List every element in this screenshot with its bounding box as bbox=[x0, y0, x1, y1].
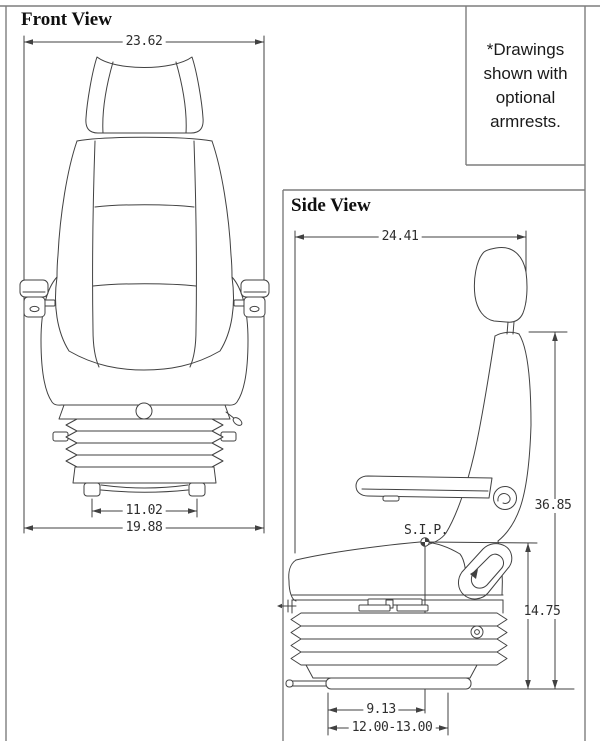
note-line-1: *Drawings bbox=[486, 39, 565, 59]
note-line-3: optional bbox=[495, 87, 556, 107]
side-suspension-bellows bbox=[286, 600, 507, 689]
note-line-2: shown with bbox=[483, 63, 568, 83]
side-headrest bbox=[474, 247, 527, 334]
dim-front-base-width: 19.88 bbox=[123, 521, 166, 535]
front-view-title: Front View bbox=[21, 9, 112, 30]
dim-side-backrest-height: 36.85 bbox=[532, 499, 575, 513]
dim-side-mount-depth-range: 12.00-13.00 bbox=[349, 721, 436, 735]
front-armrest-left bbox=[20, 280, 55, 317]
note-line-4: armrests. bbox=[490, 111, 561, 131]
dim-side-overall-depth: 24.41 bbox=[379, 230, 422, 244]
front-suspension-bellows bbox=[53, 419, 236, 483]
front-backrest bbox=[41, 137, 248, 405]
front-base-feet bbox=[84, 483, 205, 496]
sip-label: S.I.P. bbox=[404, 523, 448, 538]
dim-front-overall-width: 23.62 bbox=[123, 35, 166, 49]
dim-front-rail-width: 11.02 bbox=[123, 504, 166, 518]
side-view-title: Side View bbox=[291, 195, 371, 216]
front-armrest-right bbox=[234, 280, 269, 317]
dim-side-sip-offset: 9.13 bbox=[363, 703, 398, 717]
dim-side-sip-height: 14.75 bbox=[521, 605, 564, 619]
armrest-note-box bbox=[466, 6, 585, 165]
front-view-drawing bbox=[20, 36, 269, 533]
front-headrest bbox=[86, 57, 203, 133]
side-view-drawing bbox=[277, 231, 574, 735]
side-backrest bbox=[427, 332, 531, 545]
sip-marker-icon bbox=[421, 538, 429, 546]
